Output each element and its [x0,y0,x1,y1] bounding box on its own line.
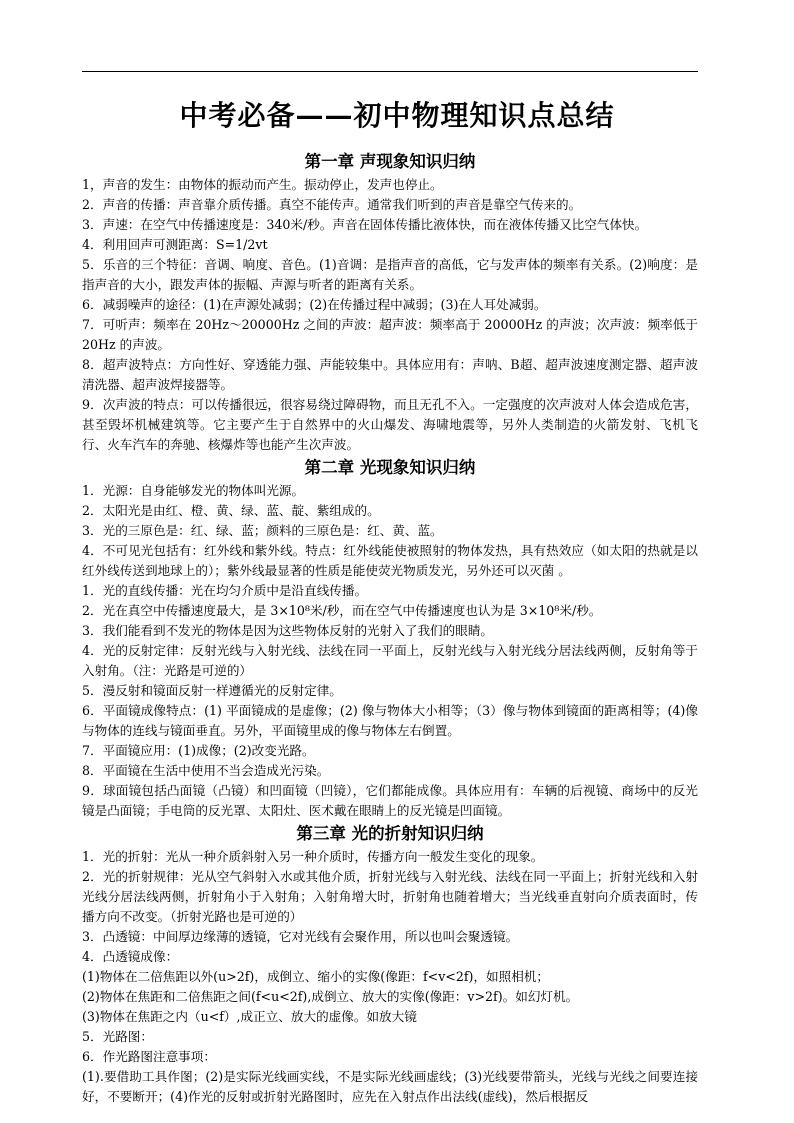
paragraph: 4．利用回声可测距离：S=1/2vt [82,237,268,252]
paragraph: 2．声音的传播：声音靠介质传播。真空不能传声。通常我们听到的声音是靠空气传来的。 [82,197,582,212]
paragraph: (3)物体在焦距之内（u<f）,成正立、放大的虚像。如放大镜 [82,1009,417,1024]
paragraph: 1．光源：自身能够发光的物体叫光源。 [82,483,305,498]
paragraph: 1，声音的发生：由物体的振动而产生。振动停止，发声也停止。 [82,177,443,192]
paragraph: 1．光的直线传播：光在均匀介质中是沿直线传播。 [82,583,368,598]
paragraph: 6．减弱噪声的途径：(1)在声源处减弱；(2)在传播过程中减弱；(3)在人耳处减弱。 [82,297,547,312]
chapter-title: 第一章 声现象知识归纳 [304,152,476,171]
paragraph: 3．凸透镜：中间厚边缘薄的透镜，它对光线有会聚作用，所以也叫会聚透镜。 [82,929,519,944]
paragraph: 8．平面镜在生活中使用不当会造成光污染。 [82,763,330,778]
paragraph: 9．次声波的特点：可以传播很远，很容易绕过障碍物，而且无孔不入。一定强度的次声波对人体会造成危害，甚至毁坏机械建筑等。它主要产生于自然界中的火山爆发、海啸地震等，另外人类制造的火箭发射、飞机飞行、火车汽车的奔驰、核爆炸等也能产生次声波。 [82,397,698,452]
paragraph: 1．光的折射：光从一种介质斜射入另一种介质时，传播方向一般发生变化的现象。 [82,849,544,864]
paragraph: 2．光在真空中传播速度最大，是 3×10⁸米/秒，而在空气中传播速度也认为是 3×10⁸米/秒。 [82,603,602,618]
chapter-2 [82,455,698,821]
chapter-1 [82,149,698,455]
paragraph: 4．光的反射定律：反射光线与入射光线、法线在同一平面上，反射光线与入射光线分居法线两侧，反射角等于入射角。（注：光路是可逆的） [82,643,698,678]
document-title: 中考必备——初中物理知识点总结 [179,99,615,132]
paragraph: 3．光的三原色是：红、绿、蓝；颜料的三原色是：红、黄、蓝。 [82,523,443,538]
paragraph: 2．光的折射规律：光从空气斜射入水或其他介质，折射光线与入射光线、法线在同一平面上；折射光线和入射光线分居法线两侧，折射角小于入射角；入射角增大时，折射角也随着增大；当光线垂直射向介质表面时，传播方向不改变。（折射光路也是可逆的） [82,869,698,924]
paragraph: 5．漫反射和镜面反射一样遵循光的反射定律。 [82,683,342,698]
chapter-3 [82,821,698,1107]
paragraph: (1).要借助工具作图；(2)是实际光线画实线，不是实际光线画虚线；(3)光线要带箭头，光线与光线之间要连接好，不要断开；(4)作光的反射或折射光路图时，应先在入射点作出法线(虚线)，然后根据反 [82,1069,698,1104]
paragraph: 4．凸透镜成像： [82,949,179,964]
paragraph: 5．光路图： [82,1029,153,1044]
paragraph: 7．平面镜应用：(1)成像；(2)改变光路。 [82,743,315,758]
paragraph: 9．球面镜包括凸面镜（凸镜）和凹面镜（凹镜），它们都能成像。具体应用有：车辆的后视镜、商场中的反光镜是凸面镜；手电筒的反光罩、太阳灶、医术戴在眼睛上的反光镜是凹面镜。 [82,783,698,818]
chapter-title: 第二章 光现象知识归纳 [304,458,476,477]
paragraph: 6．作光路图注意事项： [82,1049,216,1064]
paragraph: 8．超声波特点：方向性好、穿透能力强、声能较集中。具体应用有：声呐、B超、超声波速度测定器、超声波清洗器、超声波焊接器等。 [82,357,698,392]
paragraph: (1)物体在二倍焦距以外(u>2f)，成倒立、缩小的实像(像距：f<v<2f)，如照相机； [82,969,550,984]
paragraph: 2．太阳光是由红、橙、黄、绿、蓝、靛、紫组成的。 [82,503,380,518]
paragraph: 4．不可见光包括有：红外线和紫外线。特点：红外线能使被照射的物体发热，具有热效应（如太阳的热就是以红外线传送到地球上的）；紫外线最显著的性质是能使荧光物质发光，另外还可以灭菌 。 [82,543,698,578]
chapter-title: 第三章 光的折射知识归纳 [296,824,484,843]
paragraph: 7．可听声：频率在 20Hz～20000Hz 之间的声波：超声波：频率高于 20000Hz 的声波；次声波：频率低于 20Hz 的声波。 [82,317,698,352]
paragraph: 3．声速：在空气中传播速度是：340米/秒。声音在固体传播比液体快，而在液体传播又比空气体快。 [82,217,648,232]
document-body [82,149,698,1107]
paragraph: 3．我们能看到不发光的物体是因为这些物体反射的光射入了我们的眼睛。 [82,623,494,638]
paragraph: 6．平面镜成像特点：(1) 平面镜成的是虚像；(2) 像与物体大小相等；（3）像与物体到镜面的距离相等；(4)像与物体的连线与镜面垂直。另外，平面镜里成的像与物体左右倒置。 [82,703,698,738]
paragraph: 5．乐音的三个特征：音调、响度、音色。(1)音调：是指声音的高低，它与发声体的频率有关系。(2)响度：是指声音的大小，跟发声体的振幅、声源与听者的距离有关系。 [82,257,698,292]
header-rule [82,71,698,72]
paragraph: (2)物体在焦距和二倍焦距之间(f<u<2f),成倒立、放大的实像(像距：v>2f)。如幻灯机。 [82,989,579,1004]
